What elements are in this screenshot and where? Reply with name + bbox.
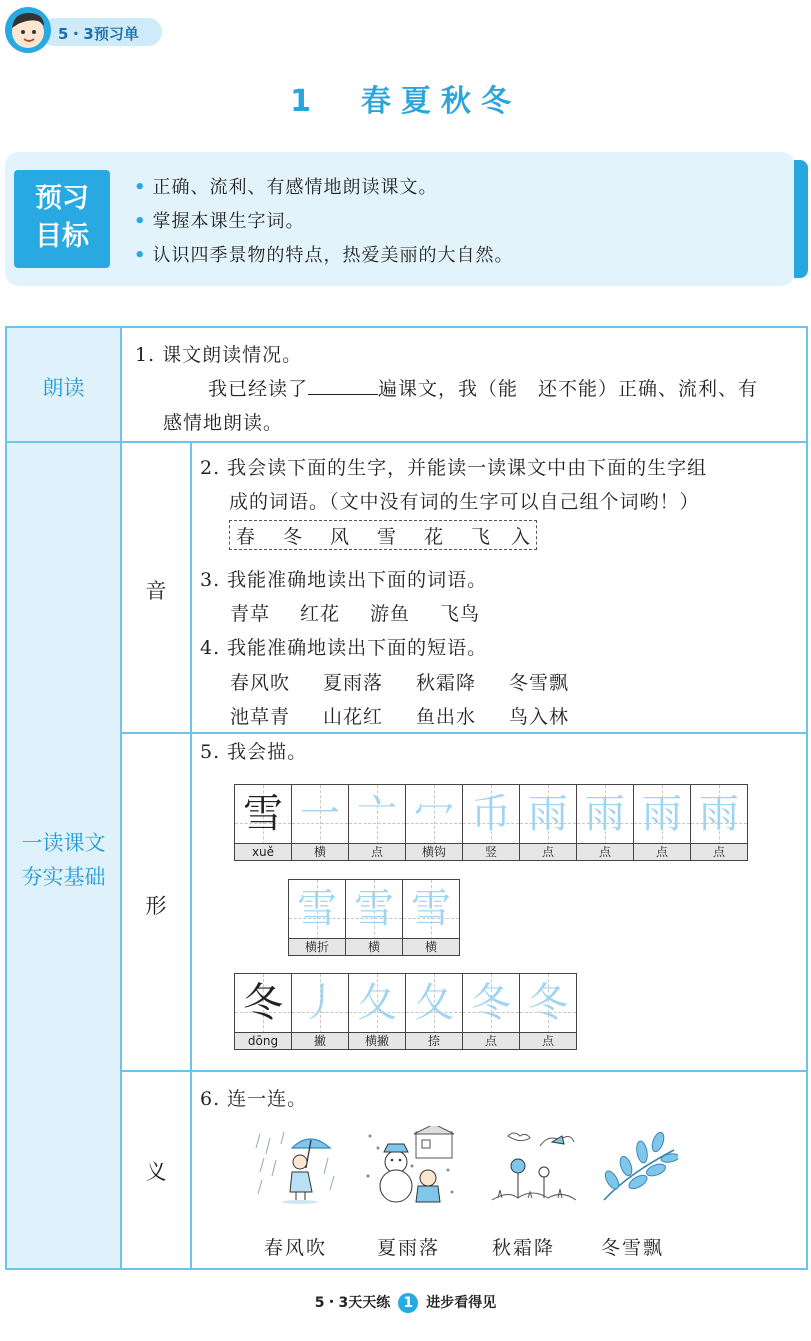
tracing-cell[interactable] <box>463 785 520 860</box>
stroke-label: 捺 <box>406 1032 462 1049</box>
stroke-label: 点 <box>577 843 633 860</box>
answer-blank[interactable] <box>308 377 378 395</box>
new-char: 花 <box>424 526 444 548</box>
trace-character: 币 <box>471 791 511 837</box>
q3-title: 3. 我能准确地读出下面的词语。 <box>200 569 488 591</box>
trace-character: 雪 <box>354 886 394 932</box>
stroke-label: 点 <box>691 843 747 860</box>
match-phrase[interactable]: 夏雨落 <box>377 1237 441 1259</box>
goals-badge-line1: 预习 <box>35 183 89 214</box>
tracing-cell[interactable] <box>520 974 577 1049</box>
goal-item: • 认识四季景物的特点，热爱美丽的大自然。 <box>134 245 514 266</box>
trace-character: 雨 <box>699 791 739 837</box>
table-divider <box>190 441 192 1270</box>
goal-item: • 掌握本课生字词。 <box>134 211 305 232</box>
match-phrase[interactable]: 秋霜降 <box>492 1237 556 1259</box>
header-badge-text: 5・3预习单 <box>58 25 139 43</box>
label-column <box>6 327 121 1269</box>
trace-character: 夂 <box>357 980 397 1026</box>
match-phrase[interactable]: 冬雪飘 <box>601 1237 665 1259</box>
trace-character: 雨 <box>585 791 625 837</box>
rain-umbrella-picture[interactable] <box>254 1128 338 1204</box>
table-divider <box>5 441 808 443</box>
trace-character: 夂 <box>414 980 454 1026</box>
q4-phrase: 秋霜降 <box>416 672 477 694</box>
table-border-bottom <box>5 1268 808 1270</box>
mascot-icon <box>4 6 52 54</box>
goals-badge-line2: 目标 <box>35 221 89 252</box>
stroke-label: 竖 <box>463 843 519 860</box>
footer-left: 5・3天天练 <box>314 1295 391 1311</box>
tracing-cell[interactable] <box>235 974 292 1049</box>
q6-title: 6. 连一连。 <box>200 1088 308 1110</box>
snowman-picture[interactable] <box>362 1126 458 1204</box>
trace-character: 亠 <box>357 791 397 837</box>
stroke-label: 点 <box>520 843 576 860</box>
trace-character: 雪 <box>411 886 451 932</box>
stroke-label: 横撇 <box>349 1032 405 1049</box>
stroke-label: 点 <box>463 1032 519 1049</box>
q3-word: 飞鸟 <box>440 603 481 625</box>
trace-character: 雪 <box>297 886 337 932</box>
stroke-label: xuě <box>235 843 291 860</box>
new-char: 春 <box>236 526 256 548</box>
leaf-branch-picture[interactable] <box>598 1130 678 1204</box>
stroke-label: 横 <box>403 938 459 955</box>
tracing-cell[interactable] <box>520 785 577 860</box>
tracing-cell[interactable] <box>403 880 460 955</box>
tracing-cell[interactable] <box>349 974 406 1049</box>
goals-badge <box>14 170 110 268</box>
q4-phrase: 夏雨落 <box>323 672 384 694</box>
footer <box>0 1292 811 1313</box>
stroke-label: dōng <box>235 1032 291 1049</box>
tracing-cell[interactable] <box>406 785 463 860</box>
new-char: 飞 <box>471 526 491 548</box>
flowers-bird-picture[interactable] <box>488 1128 578 1204</box>
goal-item: • 正确、流利、有感情地朗读课文。 <box>134 177 438 198</box>
tracing-cell[interactable] <box>406 974 463 1049</box>
table-border-top <box>5 326 808 328</box>
q4-phrase: 鱼出水 <box>416 706 477 728</box>
q4-phrase: 山花红 <box>323 706 384 728</box>
model-character: 雪 <box>243 791 283 837</box>
tracing-cell[interactable] <box>577 785 634 860</box>
new-char: 入 <box>511 526 531 548</box>
q1-line1: 我已经读了 遍课文，我（能 还不能）正确、流利、有 <box>208 378 759 400</box>
q2-line1: 2. 我会读下面的生字，并能读一读课文中由下面的生字组 <box>200 457 708 479</box>
q3-word: 青草 <box>230 603 271 625</box>
trace-character: 雨 <box>642 791 682 837</box>
match-phrase[interactable]: 春风吹 <box>264 1237 328 1259</box>
tracing-grid-xue <box>234 784 748 861</box>
table-border-left <box>5 326 7 1270</box>
tracing-cell[interactable] <box>235 785 292 860</box>
sub-label-sound: 音 <box>145 579 167 603</box>
sub-label-meaning: 义 <box>145 1160 167 1184</box>
q4-phrase: 鸟入林 <box>509 706 570 728</box>
stroke-label: 点 <box>520 1032 576 1049</box>
goals-panel-edge <box>794 160 808 278</box>
trace-character: 冖 <box>414 791 454 837</box>
tracing-cell[interactable] <box>349 785 406 860</box>
q4-phrase: 池草青 <box>230 706 291 728</box>
new-char: 雪 <box>377 526 397 548</box>
footer-right: 进步看得见 <box>426 1295 497 1311</box>
q1-line2: 感情地朗读。 <box>163 412 284 434</box>
stroke-label: 横 <box>346 938 402 955</box>
stroke-label: 横 <box>292 843 348 860</box>
tracing-cell[interactable] <box>634 785 691 860</box>
trace-character: 冬 <box>528 980 568 1026</box>
new-char: 风 <box>330 526 350 548</box>
table-divider <box>120 732 808 734</box>
tracing-cell[interactable] <box>289 880 346 955</box>
tracing-cell[interactable] <box>346 880 403 955</box>
q2-line2: 成的词语。（文中没有词的生字可以自己组个词哟！） <box>229 491 700 513</box>
q1-title: 1. 课文朗读情况。 <box>135 344 303 366</box>
trace-character: 一 <box>300 791 340 837</box>
section-label-read: 朗读 <box>42 376 85 400</box>
table-border-right <box>806 326 808 1270</box>
q4-phrase: 冬雪飘 <box>509 672 570 694</box>
new-char: 冬 <box>283 526 303 548</box>
model-character: 冬 <box>243 980 283 1026</box>
tracing-cell[interactable] <box>292 974 349 1049</box>
tracing-cell[interactable] <box>463 974 520 1049</box>
stroke-label: 撇 <box>292 1032 348 1049</box>
page-number: 1 <box>398 1293 418 1313</box>
tracing-grid-dong <box>234 973 577 1050</box>
q3-word: 红花 <box>300 603 341 625</box>
stroke-label: 横折 <box>289 938 345 955</box>
stroke-label: 点 <box>349 843 405 860</box>
tracing-cell[interactable] <box>691 785 748 860</box>
table-divider <box>120 326 122 1270</box>
q5-title: 5. 我会描。 <box>200 741 308 763</box>
q3-word: 游鱼 <box>370 603 411 625</box>
sub-label-shape: 形 <box>145 894 167 918</box>
stroke-label: 横钩 <box>406 843 462 860</box>
page-title: 1 春夏秋冬 <box>290 84 521 119</box>
trace-character: 冬 <box>471 980 511 1026</box>
tracing-grid-xue-cont <box>288 879 460 956</box>
tracing-cell[interactable] <box>292 785 349 860</box>
trace-character: 雨 <box>528 791 568 837</box>
section-label-basics: 一读课文 夯实基础 <box>21 831 106 889</box>
q4-title: 4. 我能准确地读出下面的短语。 <box>200 637 488 659</box>
trace-character: 丿 <box>300 980 340 1026</box>
stroke-label: 点 <box>634 843 690 860</box>
q4-phrase: 春风吹 <box>230 672 291 694</box>
table-divider <box>120 1070 808 1072</box>
